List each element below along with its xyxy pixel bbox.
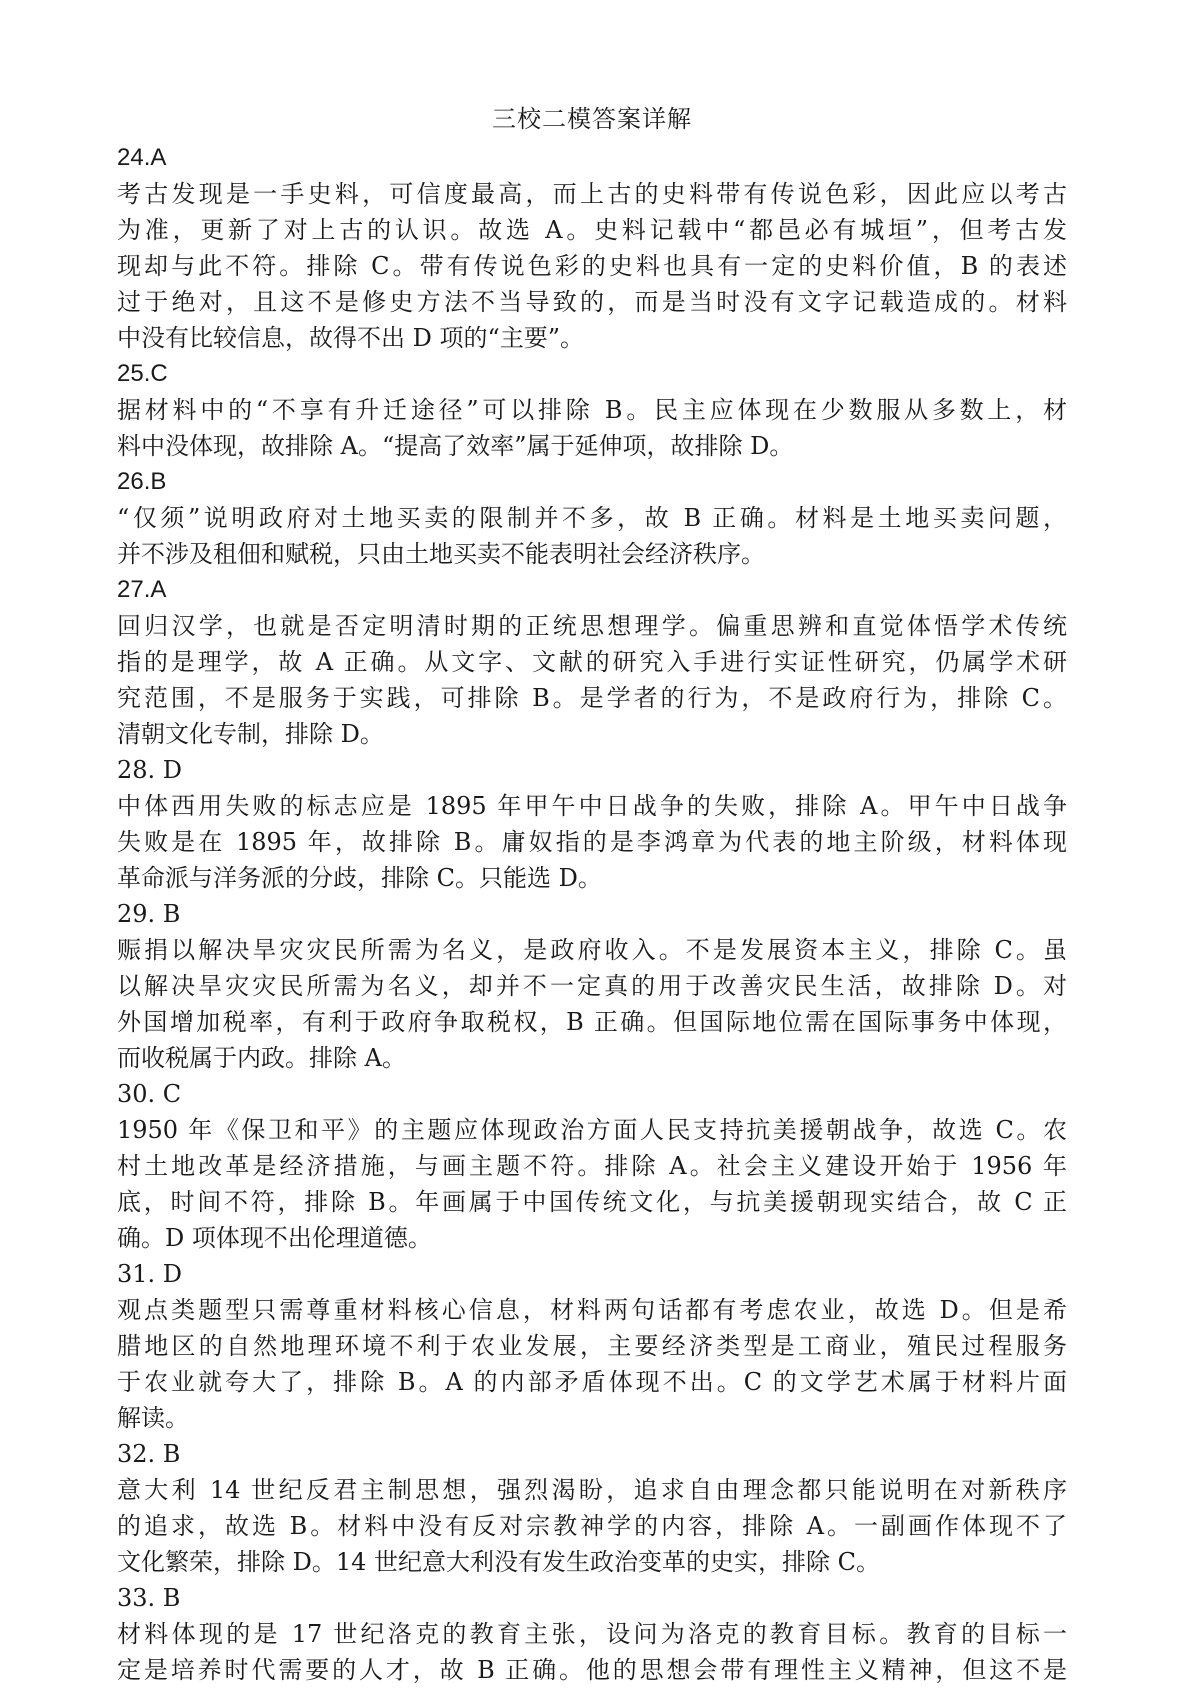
answer-item-27 <box>117 572 1067 752</box>
explanation-line: 解读。 <box>117 1404 189 1432</box>
answer-label: 28. D <box>117 756 183 784</box>
answer-label: 30. C <box>117 1080 182 1108</box>
explanation-line: 并不涉及租佃和赋税，只由土地买卖不能表明社会经济秩序。 <box>117 540 765 568</box>
explanation-line: 指的是理学，故 A 正确。从文字、文献的研究入手进行实证性研究，仍属学术研 <box>117 648 1067 676</box>
explanation-line: 外国增加税率，有利于政府争取税权，B 正确。但国际地位需在国际事务中体现， <box>117 1008 1067 1036</box>
answer-item-28 <box>117 752 1067 896</box>
answer-item-32 <box>117 1436 1067 1580</box>
explanation-line: 据材料中的“不享有升迁途径”可以排除 B。民主应体现在少数服从多数上，材 <box>117 396 1067 424</box>
explanation-line: 腊地区的自然地理环境不利于农业发展，主要经济类型是工商业，殖民过程服务 <box>117 1332 1067 1360</box>
answer-label: 29. B <box>117 900 181 928</box>
explanation-line: 意大利 14 世纪反君主制思想，强烈渴盼，追求自由理念都只能说明在对新秩序 <box>117 1476 1067 1504</box>
explanation-line: 底，时间不符，排除 B。年画属于中国传统文化，与抗美援朝现实结合，故 C 正 <box>117 1188 1067 1216</box>
answer-label: 32. B <box>117 1440 181 1468</box>
explanation-line: 确。D 项体现不出伦理道德。 <box>117 1224 432 1252</box>
answer-item-24 <box>117 140 1067 356</box>
explanation-line: 究范围，不是服务于实践，可排除 B。是学者的行为，不是政府行为，排除 C。 <box>117 684 1067 712</box>
explanation-line: 考古发现是一手史料，可信度最高，而上古的史料带有传说色彩，因此应以考古 <box>117 180 1067 208</box>
explanation-line: 定是培养时代需要的人才，故 B 正确。他的思想会带有理性主义精神，但这不是 <box>117 1656 1067 1684</box>
explanation-line: 革命派与洋务派的分歧，排除 C。只能选 D。 <box>117 864 602 892</box>
answer-item-26 <box>117 464 1067 572</box>
answer-label: 27.A <box>117 576 167 603</box>
explanation-line: 现却与此不符。排除 C。带有传说色彩的史料也具有一定的史料价值，B 的表述 <box>117 252 1067 280</box>
explanation-line: 1950 年《保卫和平》的主题应体现政治方面人民支持抗美援朝战争，故选 C。农 <box>117 1116 1067 1144</box>
explanation-line: 观点类题型只需尊重材料核心信息，材料两句话都有考虑农业，故选 D。但是希 <box>117 1296 1067 1324</box>
answer-label: 33. B <box>117 1584 181 1612</box>
explanation-line: 中体西用失败的标志应是 1895 年甲午中日战争的失败，排除 A。甲午中日战争 <box>117 792 1067 820</box>
answer-item-29 <box>117 896 1067 1076</box>
explanation-line: “仅须”说明政府对土地买卖的限制并不多，故 B 正确。材料是土地买卖问题， <box>117 504 1067 532</box>
explanation-line: 料中没体现，故排除 A。“提高了效率”属于延伸项，故排除 D。 <box>117 432 794 460</box>
explanation-line: 文化繁荣，排除 D。14 世纪意大利没有发生政治变革的史实，排除 C。 <box>117 1548 881 1576</box>
explanation-line: 的追求，故选 B。材料中没有反对宗教神学的内容，排除 A。一副画作体现不了 <box>117 1512 1067 1540</box>
explanation-line: 中没有比较信息，故得不出 D 项的“主要”。 <box>117 324 585 352</box>
answer-label: 26.B <box>117 468 167 495</box>
explanation-line: 为准，更新了对上古的认识。故选 A。史料记载中“都邑必有城垣”，但考古发 <box>117 216 1067 244</box>
explanation-line: 赈捐以解决旱灾灾民所需为名义，是政府收入。不是发展资本主义，排除 C。虽 <box>117 936 1067 964</box>
answer-item-30 <box>117 1076 1067 1256</box>
explanation-line: 失败是在 1895 年，故排除 B。庸奴指的是李鸿章为代表的地主阶级，材料体现 <box>117 828 1067 856</box>
explanation-line: 而收税属于内政。排除 A。 <box>117 1044 406 1072</box>
answer-sheet-page <box>117 102 1067 1688</box>
answer-label: 31. D <box>117 1260 183 1288</box>
explanation-line: 以解决旱灾灾民所需为名义，却并不一定真的用于改善灾民生活，故排除 D。对 <box>117 972 1067 1000</box>
explanation-line: 过于绝对，且这不是修史方法不当导致的，而是当时没有文字记载造成的。材料 <box>117 288 1067 316</box>
answer-item-25 <box>117 356 1067 464</box>
explanation-line: 回归汉学，也就是否定明清时期的正统思想理学。偏重思辨和直觉体悟学术传统 <box>117 612 1067 640</box>
answer-item-33 <box>117 1580 1067 1688</box>
answer-item-31 <box>117 1256 1067 1436</box>
answer-label: 25.C <box>117 360 168 387</box>
page-title: 三校二模答案详解 <box>492 105 692 133</box>
explanation-line: 材料体现的是 17 世纪洛克的教育主张，设问为洛克的教育目标。教育的目标一 <box>117 1620 1067 1648</box>
explanation-line: 村土地改革是经济措施，与画主题不符。排除 A。社会主义建设开始于 1956 年 <box>117 1152 1067 1180</box>
answer-label: 24.A <box>117 144 167 171</box>
explanation-line: 清朝文化专制，排除 D。 <box>117 720 384 748</box>
explanation-line: 于农业就夸大了，排除 B。A 的内部矛盾体现不出。C 的文学艺术属于材料片面 <box>117 1368 1067 1396</box>
